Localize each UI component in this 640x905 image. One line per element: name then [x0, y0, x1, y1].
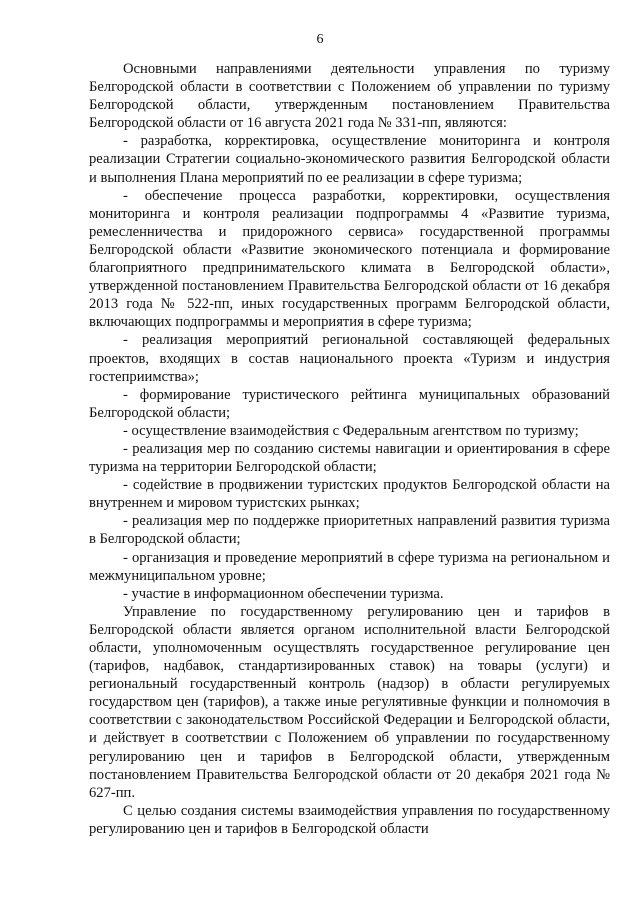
paragraph-main-directions: Основными направлениями деятельности управления по туризму Белгородской области в соответствии с Положением об управлении по туризму Белгородской области, утвержденным постановлением Правительства Белгородской области от 16 августа 2021 года № 331-пп, являются: — [89, 61, 610, 132]
page-number: 6 — [316, 32, 324, 47]
list-item-information: - участие в информационном обеспечении туризма. — [123, 585, 444, 602]
list-item-federal-agency: - осуществление взаимодействия с Федеральным агентством по туризму; — [123, 422, 579, 439]
paragraph-interaction-purpose: С целью создания системы взаимодействия управления по государственному регулированию цен и тарифов в Белгородской области — [89, 802, 610, 837]
document-body — [89, 60, 610, 838]
list-item-subprogram-4: - обеспечение процесса разработки, корректировки, осуществления мониторинга и контроля реализации подпрограммы 4 «Развитие туризма, ремесленничества и придорожного сервиса» государственной программы Белгородской области «Развитие экономического потенциала и формирование благоприятного предпринимательского климата в Белгородской области», утвержденной постановлением Правительства Белгородской области от 16 декабря 2013 года № 522-пп, иных государственных программ Белгородской области, включающих подпрограммы и мероприятия в сфере туризма; — [89, 187, 610, 331]
list-item-strategy-monitoring: - разработка, корректировка, осуществление мониторинга и контроля реализации Стратегии социально-экономического развития Белгородской области и выполнения Плана мероприятий по ее реализации в сфере туризма; — [89, 133, 610, 186]
list-item-priority-support: - реализация мер по поддержке приоритетных направлений развития туризма в Белгородской области; — [89, 513, 610, 548]
list-item-product-promotion: - содействие в продвижении туристских продуктов Белгородской области на внутреннем и мировом туристских рынках; — [89, 477, 610, 512]
list-item-events: - организация и проведение мероприятий в сфере туризма на региональном и межмуниципальном уровне; — [89, 549, 610, 584]
list-item-national-project: - реализация мероприятий региональной составляющей федеральных проектов, входящих в состав национального проекта «Туризм и индустрия гостеприимства»; — [89, 332, 610, 385]
list-item-navigation-system: - реализация мер по созданию системы навигации и ориентирования в сфере туризма на территории Белгородской области; — [89, 440, 610, 476]
paragraph-price-regulation-office: Управление по государственному регулированию цен и тарифов в Белгородской области является органом исполнительной власти Белгородской области, уполномоченным осуществлять государственное регулирование цен (тарифов, надбавок, стандартизированных ставок) на товары (услуги) и региональный государственный контроль (надзор) в области регулируемых государством цен (тарифов), а также иные регулятивные функции и полномочия в соответствии с законодательством Российской Федерации и Белгородской области, и действует в соответствии с Положением об управлении по государственному регулированию цен и тарифов в Белгородской области, утвержденным постановлением Правительства Белгородской области от 20 декабря 2021 года № 627-пп. — [89, 603, 610, 801]
list-item-tourism-rating: - формирование туристического рейтинга муниципальных образований Белгородской области; — [89, 386, 610, 421]
